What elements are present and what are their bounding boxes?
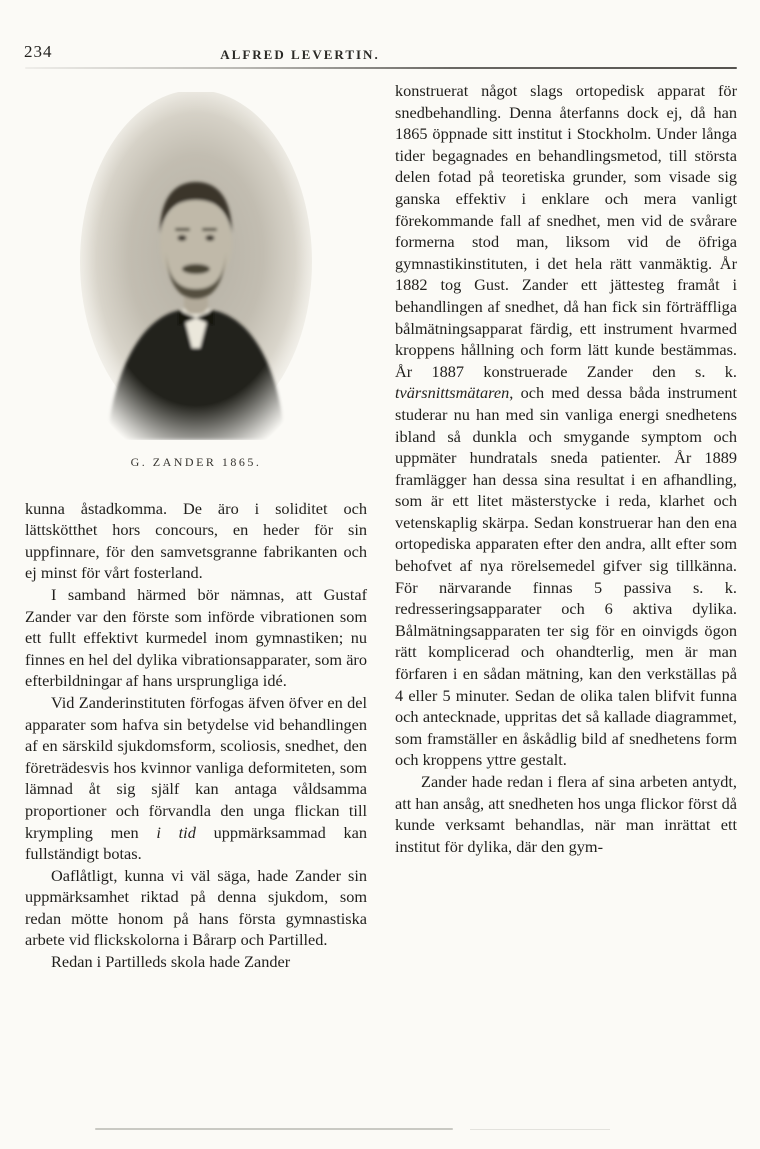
scan-artifact-line-faint (470, 1129, 610, 1130)
portrait-caption: G. ZANDER 1865. (130, 455, 262, 469)
body-paragraph: kunna åstadkomma. De äro i soliditet och lättskötthet hors concours, en heder för sin uppfinnare, för den samvetsgranne fabrikanten och ej minst för vårt fosterland. (25, 498, 367, 583)
body-paragraph: Redan i Partilleds skola hade Zander (51, 952, 291, 972)
body-paragraph: Zander hade redan i flera af sina arbeten antydt, att han ansåg, att snedheten hos unga flickor först då kunde verksamt behandlas, när man inrättat ett institut för dylika, där den gym- (395, 772, 737, 856)
body-paragraph: konstruerat något slags ortopedisk apparat för snedbehandling. Denna återfanns dock ej, då han 1865 öppnade sitt institut i Stockholm. Under långa tider begagnades en behandlingsmetod, till största delen fotad på teoretiska grunder, som visade sig ganska effektiv i enklare och mera vanligt förekommande fall af snedhet, men vid de svårare formerna stod man, liksom vid de öfriga gymnastikinstituten, i det hela rätt vanmäktig. År 1882 tog Gust. Zander ett jättesteg framåt i behandlingen af snedhet, då han fick sin förträffliga bålmätningsapparat färdig, ett instrument hvarmed kroppens hållning och form lätt kunde bestämmas. År 1887 konstruerade Zander den s. k. tvärsnittsmätaren, och med dessa båda instrument studerar nu han med sin vanliga energi snedhetens ibland så dunkla och smygande symptom och uppmäter hundratals sneda patienter. År 1889 framlägger han dessa sina resultat i en afhandling, som är ett litet mästerstycke i reda, klarhet och vetenskaplig skärpa. Sedan konstruerar han den ena ortopediska apparaten efter den andra, allt efter som behofvet af nya rörelsemedel gifver sig tillkänna. För närvarande finnas 5 passiva s. k. redresseringsapparater och 6 aktiva dylika. Bålmätningsapparaten ter sig för en oinvigds ögon rätt komplicerad och ohandterlig, men är man förfaren i en sådan mätning, kan den verkställas på 4 eller 5 minuter. Sedan de olika talen blifvit funna och antecknade, uppritas det så kallade diagrammet, som framställer en åskådlig bild af snedhetens form och kroppens yttre gestalt. (395, 81, 737, 770)
right-column (395, 80, 737, 857)
portrait-vignette-illustration (78, 92, 314, 440)
page-number: 234 (24, 42, 53, 61)
portrait-photo (78, 92, 314, 440)
running-header-title: ALFRED LEVERTIN. (220, 47, 380, 62)
scan-artifact-line (95, 1128, 453, 1130)
body-paragraph: Vid Zanderinstituten förfogas äfven öfver en del apparater som hafva sin betydelse vid behandlingen af en särskild sjukdomsform, scoliosis, snedhet, den företrädesvis hos kvinnor vanliga deformiteten, som lämnad åt sig själf kan antaga våldsamma proportioner och förvandla den unga flickan till krympling men i tid uppmärksammad kan fullständigt botas. (25, 692, 367, 864)
body-paragraph: Oaflåtligt, kunna vi väl säga, hade Zander sin uppmärksamhet riktad på denna sjukdom, som redan mötte honom på hans första gymnastiska arbete vid flickskolorna i Bårarp och Partilled. (25, 865, 367, 950)
portrait-figure (25, 92, 367, 474)
body-paragraph: I samband härmed bör nämnas, att Gustaf Zander var den förste som införde vibrationen som ett fullt effektivt kurmedel inom gymnastiken; nu finnes en hel del dylika vibrationsapparater, som äro efterbildningar af hans ursprungliga idé. (25, 584, 367, 691)
left-column (25, 84, 367, 973)
header-rule (25, 67, 737, 69)
